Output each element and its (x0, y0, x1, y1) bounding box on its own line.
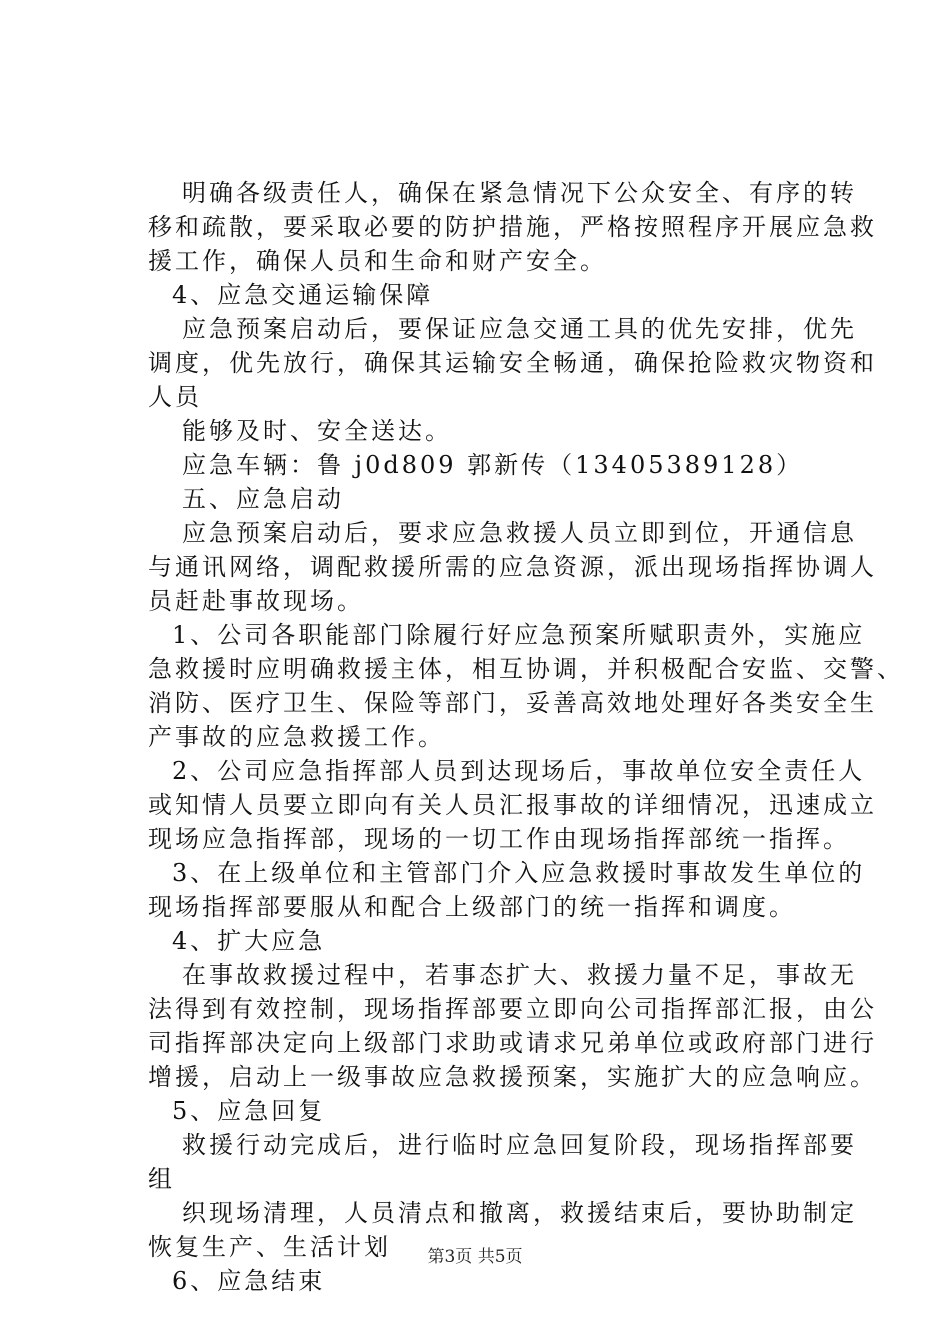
text-line: 恢复生产、生活计划 (148, 1233, 391, 1261)
text-line: 2、公司应急指挥部人员到达现场后，事故单位安全责任人 (172, 757, 866, 785)
text-line: 援工作，确保人员和生命和财产安全。 (148, 247, 607, 275)
text-line: 应急预案启动后，要保证应急交通工具的优先安排，优先 (182, 315, 857, 343)
text-line: 消防、医疗卫生、保险等部门，妥善高效地处理好各类安全生 (148, 689, 877, 717)
text-line: 应急车辆：鲁 j0d809 郭新传（13405389128） (182, 451, 804, 479)
text-line: 1、公司各职能部门除履行好应急预案所赋职责外，实施应 (172, 621, 866, 649)
text-line: 组 (148, 1165, 175, 1193)
text-line: 5、应急回复 (172, 1097, 326, 1125)
text-line: 4、应急交通运输保障 (172, 281, 434, 309)
text-line: 移和疏散，要采取必要的防护措施，严格按照程序开展应急救 (148, 213, 877, 241)
text-line: 增援，启动上一级事故应急救援预案，实施扩大的应急响应。 (148, 1063, 877, 1091)
text-line: 司指挥部决定向上级部门求助或请求兄弟单位或政府部门进行 (148, 1029, 877, 1057)
text-line: 五、应急启动 (182, 485, 344, 513)
text-line: 现场应急指挥部，现场的一切工作由现场指挥部统一指挥。 (148, 825, 850, 853)
text-line: 明确各级责任人，确保在紧急情况下公众安全、有序的转 (182, 179, 857, 207)
text-line: 调度，优先放行，确保其运输安全畅通，确保抢险救灾物资和 (148, 349, 877, 377)
text-line: 急救援时应明确救援主体，相互协调，并积极配合安监、交警、 (148, 655, 904, 683)
text-line: 救援行动完成后，进行临时应急回复阶段，现场指挥部要 (182, 1131, 857, 1159)
text-line: 3、在上级单位和主管部门介入应急救援时事故发生单位的 (172, 859, 866, 887)
text-line: 应急预案启动后，要求应急救援人员立即到位，开通信息 (182, 519, 857, 547)
text-line: 现场指挥部要服从和配合上级部门的统一指挥和调度。 (148, 893, 796, 921)
document-body (148, 176, 904, 1298)
page-footer: 第3页 共5页 (427, 1247, 523, 1267)
text-line: 在事故救援过程中，若事态扩大、救援力量不足，事故无 (182, 961, 857, 989)
text-line: 产事故的应急救援工作。 (148, 723, 445, 751)
text-line: 或知情人员要立即向有关人员汇报事故的详细情况，迅速成立 (148, 791, 877, 819)
text-line: 6、应急结束 (172, 1267, 326, 1295)
text-line: 织现场清理，人员清点和撤离，救援结束后，要协助制定 (182, 1199, 857, 1227)
text-line: 4、扩大应急 (172, 927, 326, 955)
text-line: 与通讯网络，调配救援所需的应急资源，派出现场指挥协调人 (148, 553, 877, 581)
text-line: 能够及时、安全送达。 (182, 417, 452, 445)
text-line: 人员 (148, 383, 202, 411)
text-line: 法得到有效控制，现场指挥部要立即向公司指挥部汇报，由公 (148, 995, 877, 1023)
text-line: 员赶赴事故现场。 (148, 587, 364, 615)
